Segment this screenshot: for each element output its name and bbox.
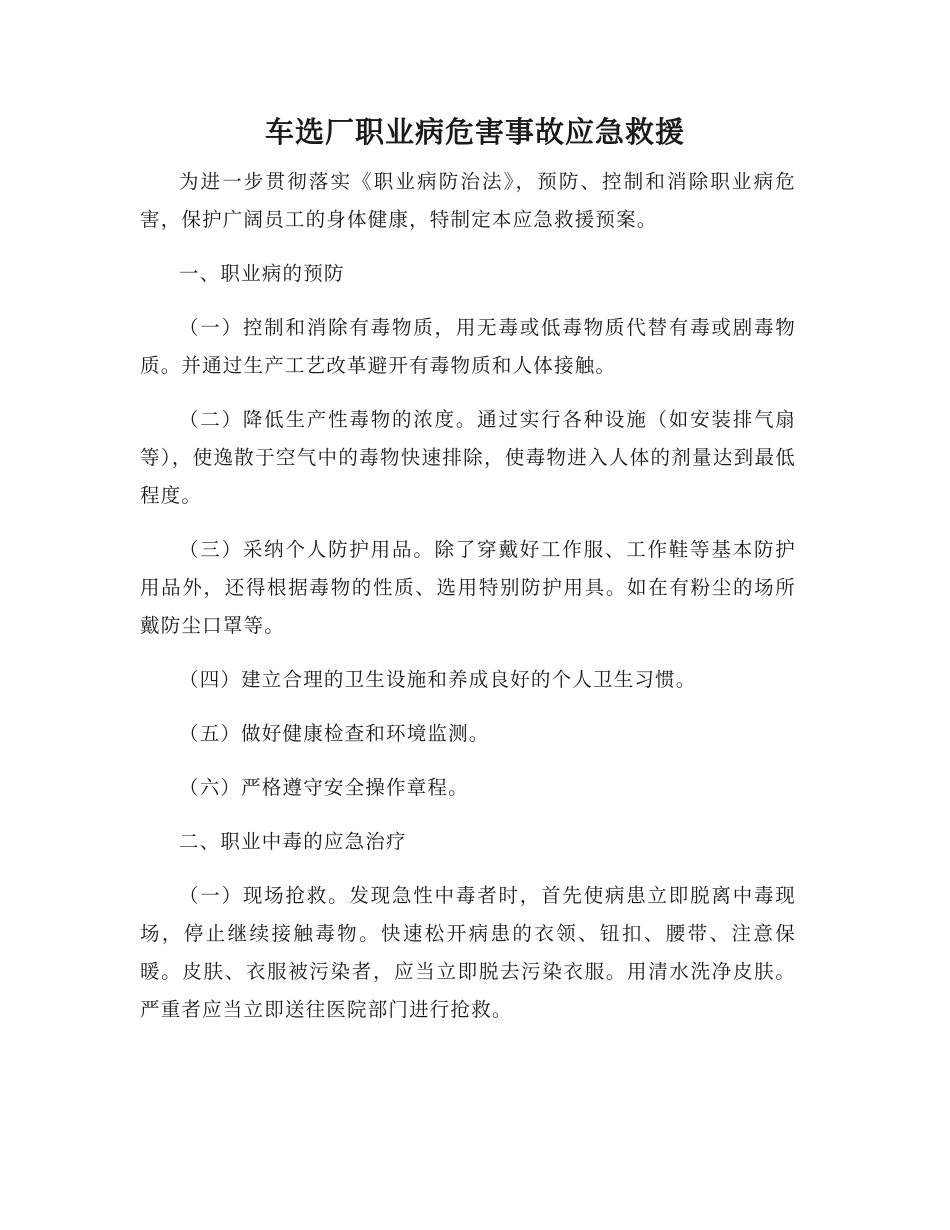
prevention-item-4: （四）建立合理的卫生设施和养成良好的个人卫生习惯。 (179, 668, 697, 691)
prevention-item-5: （五）做好健康检查和环境监测。 (179, 722, 490, 745)
intro-paragraph: 为进一步贯彻落实《职业病防治法》，预防、控制和消除职业病危害，保护广阔员工的身体健康，特制定本应急救援预案。 (140, 170, 796, 231)
prevention-item-3: （三）采纳个人防护用品。除了穿戴好工作服、工作鞋等基本防护用品外，还得根据毒物的性质、选用特别防护用具。如在有粉尘的场所戴防尘口罩等。 (140, 538, 796, 637)
section-heading-prevention: 一、职业病的预防 (179, 262, 345, 285)
section-heading-treatment: 二、职业中毒的应急治疗 (179, 830, 407, 853)
prevention-item-1: （一）控制和消除有毒物质，用无毒或低毒物质代替有毒或剧毒物质。并通过生产工艺改革避开有毒物质和人体接触。 (140, 316, 796, 377)
treatment-item-1: （一）现场抢救。发现急性中毒者时，首先使病患立即脱离中毒现场，停止继续接触毒物。快速松开病患的衣领、钮扣、腰带、注意保暖。皮肤、衣服被污染者，应当立即脱去污染衣服。用清水洗净皮肤。严重者应当立即送往医院部门进行抢救。 (140, 884, 796, 1021)
prevention-item-2: （二）降低生产性毒物的浓度。通过实行各种设施（如安装排气扇等），使逸散于空气中的毒物快速排除，使毒物进入人体的剂量达到最低程度。 (140, 408, 796, 507)
document-body (140, 163, 796, 1029)
prevention-item-6: （六）严格遵守安全操作章程。 (179, 776, 469, 799)
document-title: 车选厂职业病危害事故应急救援 (264, 115, 685, 149)
